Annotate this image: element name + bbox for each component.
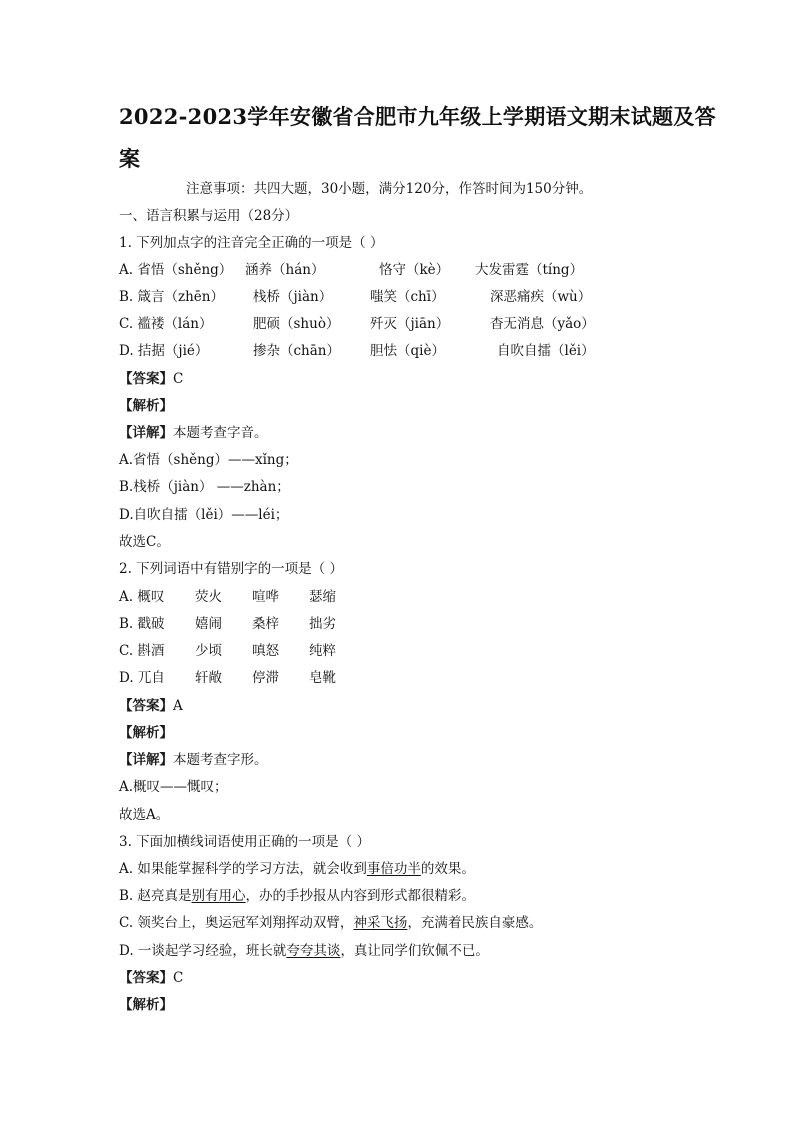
option-text: ，充满着民族自豪感。	[407, 915, 543, 931]
analysis-tag: 【解析】	[119, 725, 173, 741]
option-cell: 深恶痛疾（wù）	[490, 289, 592, 305]
answer-line	[119, 697, 183, 715]
option-cell: 停滞	[252, 670, 279, 686]
option-cell: A. 概叹	[119, 589, 165, 605]
analysis-tag: 【解析】	[119, 997, 173, 1013]
answer-tag: 【答案】	[119, 371, 173, 387]
underlined-phrase: 神采飞扬	[353, 915, 408, 931]
option-text: ，办的手抄报从内容到形式都很精彩。	[245, 888, 476, 904]
detail-text: 本题考查字音。	[173, 425, 268, 441]
option-text: C. 领奖台上，奥运冠军刘翔挥动双臂，	[119, 915, 354, 931]
option-cell: 纯粹	[309, 643, 336, 659]
underlined-phrase: 夸夸其谈	[286, 943, 341, 959]
option-cell: 栈桥（jiàn）	[253, 289, 333, 305]
detail-tag: 【详解】	[119, 752, 173, 768]
option-cell: 少顷	[195, 643, 222, 659]
option-cell: 拙劣	[309, 616, 336, 632]
question-3-option-c	[119, 914, 542, 932]
option-text: B. 赵亮真是	[119, 888, 192, 904]
answer-value: C	[173, 970, 184, 986]
section-heading: 一、语言积累与运用（28分）	[119, 208, 299, 224]
question-3-option-d	[119, 942, 489, 960]
detail-line	[119, 424, 268, 442]
option-cell: 喧哗	[252, 589, 279, 605]
underlined-phrase: 别有用心	[191, 888, 246, 904]
option-text: A. 如果能掌握科学的学习方法，就会收到	[119, 861, 367, 877]
document-title: 2022-2023学年安徽省合肥市九年级上学期语文期末试题及答案	[119, 104, 716, 171]
option-cell: 涵养（hán）	[245, 262, 325, 278]
explanation-note: A.概叹——慨叹；	[119, 779, 228, 795]
underlined-phrase: 事倍功半	[366, 861, 421, 877]
conclusion: 故选C。	[119, 534, 170, 550]
option-cell: 嗔怒	[252, 643, 279, 659]
option-text: 的效果。	[420, 861, 475, 877]
analysis-tag: 【解析】	[119, 398, 173, 414]
exam-notice: 注意事项：共四大题，30小题，满分120分，作答时间为150分钟。	[186, 181, 593, 197]
question-3-stem: 3. 下面加横线词语使用正确的一项是（ ）	[119, 834, 370, 850]
option-cell: 荧火	[195, 589, 222, 605]
option-text: D. 一谈起学习经验，班长就	[119, 943, 287, 959]
question-2-stem: 2. 下列词语中有错别字的一项是（ ）	[119, 561, 343, 577]
option-cell: 胆怯（qiè）	[370, 343, 445, 359]
conclusion: 故选A。	[119, 807, 170, 823]
answer-value: C	[173, 371, 184, 387]
option-cell: C. 斟酒	[119, 643, 165, 659]
answer-line	[119, 370, 183, 388]
option-cell: 歼灭（jiān）	[370, 316, 450, 332]
option-cell: 皂靴	[309, 670, 336, 686]
explanation-note: D.自吹自擂（lěi）——léi；	[119, 507, 289, 523]
answer-tag: 【答案】	[119, 698, 173, 714]
explanation-note: A.省悟（shěng）——xǐng；	[119, 452, 298, 468]
option-cell: C. 褴褛（lán）	[119, 316, 213, 332]
option-cell: D. 兀自	[119, 670, 165, 686]
option-cell: 掺杂（chān）	[253, 343, 340, 359]
option-cell: B. 箴言（zhēn）	[119, 289, 224, 305]
answer-line	[119, 969, 183, 987]
option-text: ，真让同学们钦佩不已。	[340, 943, 489, 959]
option-cell: A. 省悟（shěng）	[119, 262, 233, 278]
answer-tag: 【答案】	[119, 970, 173, 986]
option-cell: 杳无消息（yǎo）	[490, 316, 595, 332]
detail-tag: 【详解】	[119, 425, 173, 441]
option-cell: B. 戳破	[119, 616, 165, 632]
option-cell: 嗤笑（chī）	[370, 289, 445, 305]
option-cell: D. 拮据（jié）	[119, 343, 209, 359]
question-3-option-a	[119, 860, 475, 878]
option-cell: 轩敞	[195, 670, 222, 686]
option-cell: 瑟缩	[309, 589, 336, 605]
option-cell: 大发雷霆（tíng）	[475, 262, 584, 278]
option-cell: 桑梓	[252, 616, 279, 632]
answer-value: A	[173, 698, 183, 714]
question-3-option-b	[119, 887, 475, 905]
option-cell: 自吹自擂（lěi）	[497, 343, 595, 359]
option-cell: 恪守（kè）	[379, 262, 450, 278]
question-1-stem: 1. 下列加点字的注音完全正确的一项是（ ）	[119, 235, 384, 251]
option-cell: 嬉闹	[195, 616, 222, 632]
detail-text: 本题考查字形。	[173, 752, 268, 768]
explanation-note: B.栈桥（jiàn） ——zhàn；	[119, 479, 290, 495]
detail-line	[119, 751, 268, 769]
option-cell: 肥硕（shuò）	[253, 316, 340, 332]
